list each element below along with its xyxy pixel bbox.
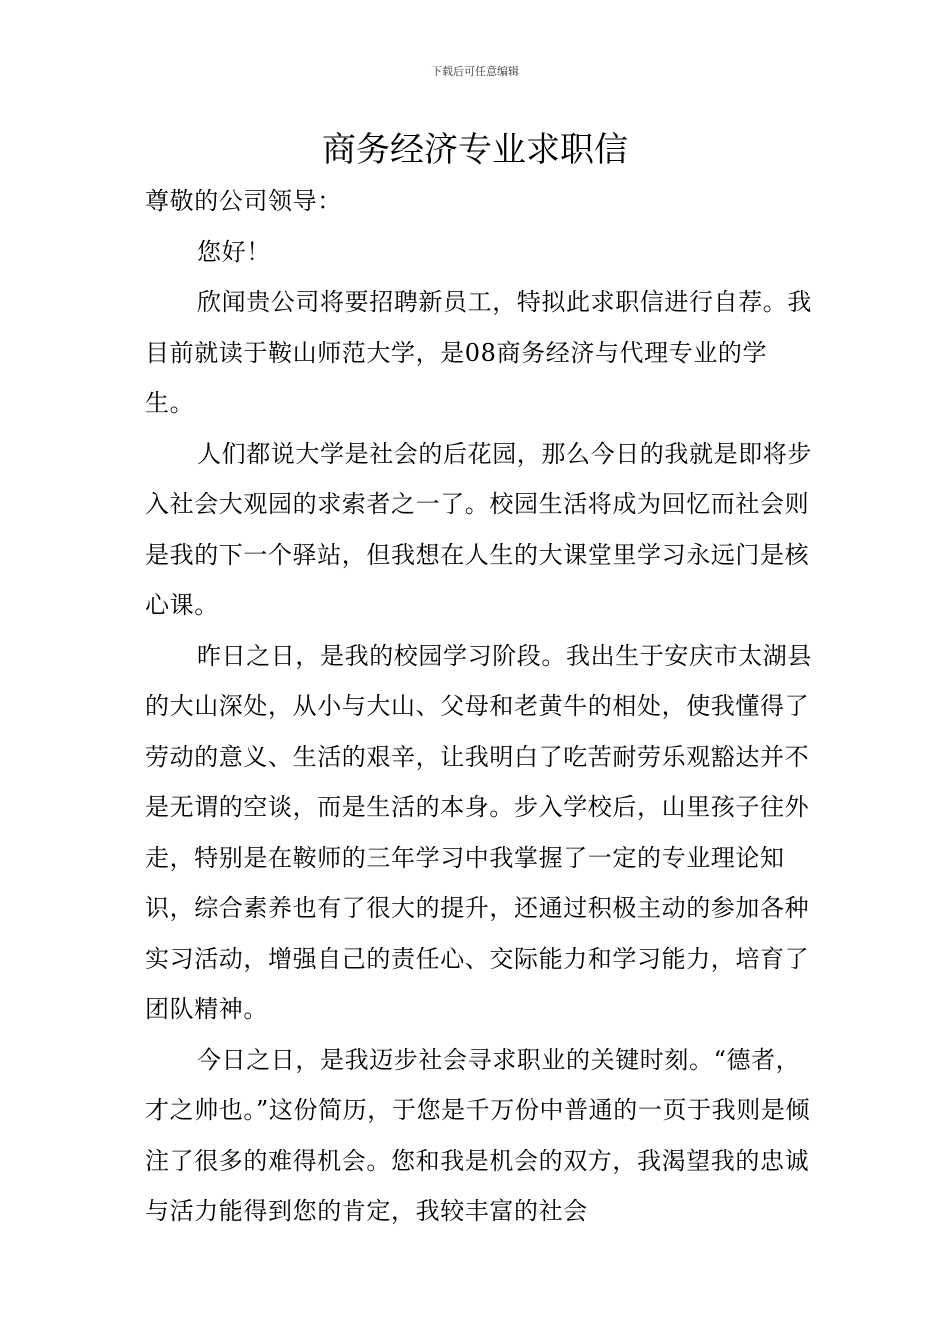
paragraph-background: 昨日之日，是我的校园学习阶段。我出生于安庆市太湖县的大山深处，从小与大山、父母和老黄牛的相处，使我懂得了劳动的意义、生活的艰辛，让我明白了吃苦耐劳乐观豁达并不是无谓的空谈，而是生活的本身。步入学校后，山里孩子往外走，特别是在鞍师的三年学习中我掌握了一定的专业理论知识，综合素养也有了很大的提升，还通过积极主动的参加各种实习活动，增强自己的责任心、交际能力和学习能力，培育了团队精神。 — [145, 641, 812, 1023]
document-title: 商务经济专业求职信 — [322, 130, 628, 170]
letter-body — [145, 176, 815, 1237]
greeting: 您好！ — [197, 237, 271, 266]
salutation: 尊敬的公司领导： — [145, 187, 342, 215]
header-note: 下载后可任意编辑 — [431, 65, 519, 78]
paragraph-present: 今日之日，是我迈步社会寻求职业的关键时刻。“德者，才之帅也。”这份简历，于您是千万份中普通的一页于我则是倾注了很多的难得机会。您和我是机会的双方，我渴望我的忠诚与活力能得到您的肯定，我较丰富的社会 — [145, 1045, 811, 1225]
paragraph-intro: 欣闻贵公司将要招聘新员工，特拟此求职信进行自荐。我目前就读于鞍山师范大学，是08商务经济与代理专业的学生。 — [145, 288, 812, 417]
paragraph-university: 人们都说大学是社会的后花园，那么今日的我就是即将步入社会大观园的求索者之一了。校园生活将成为回忆而社会则是我的下一个驿站，但我想在人生的大课堂里学习永远门是核心课。 — [145, 439, 812, 619]
